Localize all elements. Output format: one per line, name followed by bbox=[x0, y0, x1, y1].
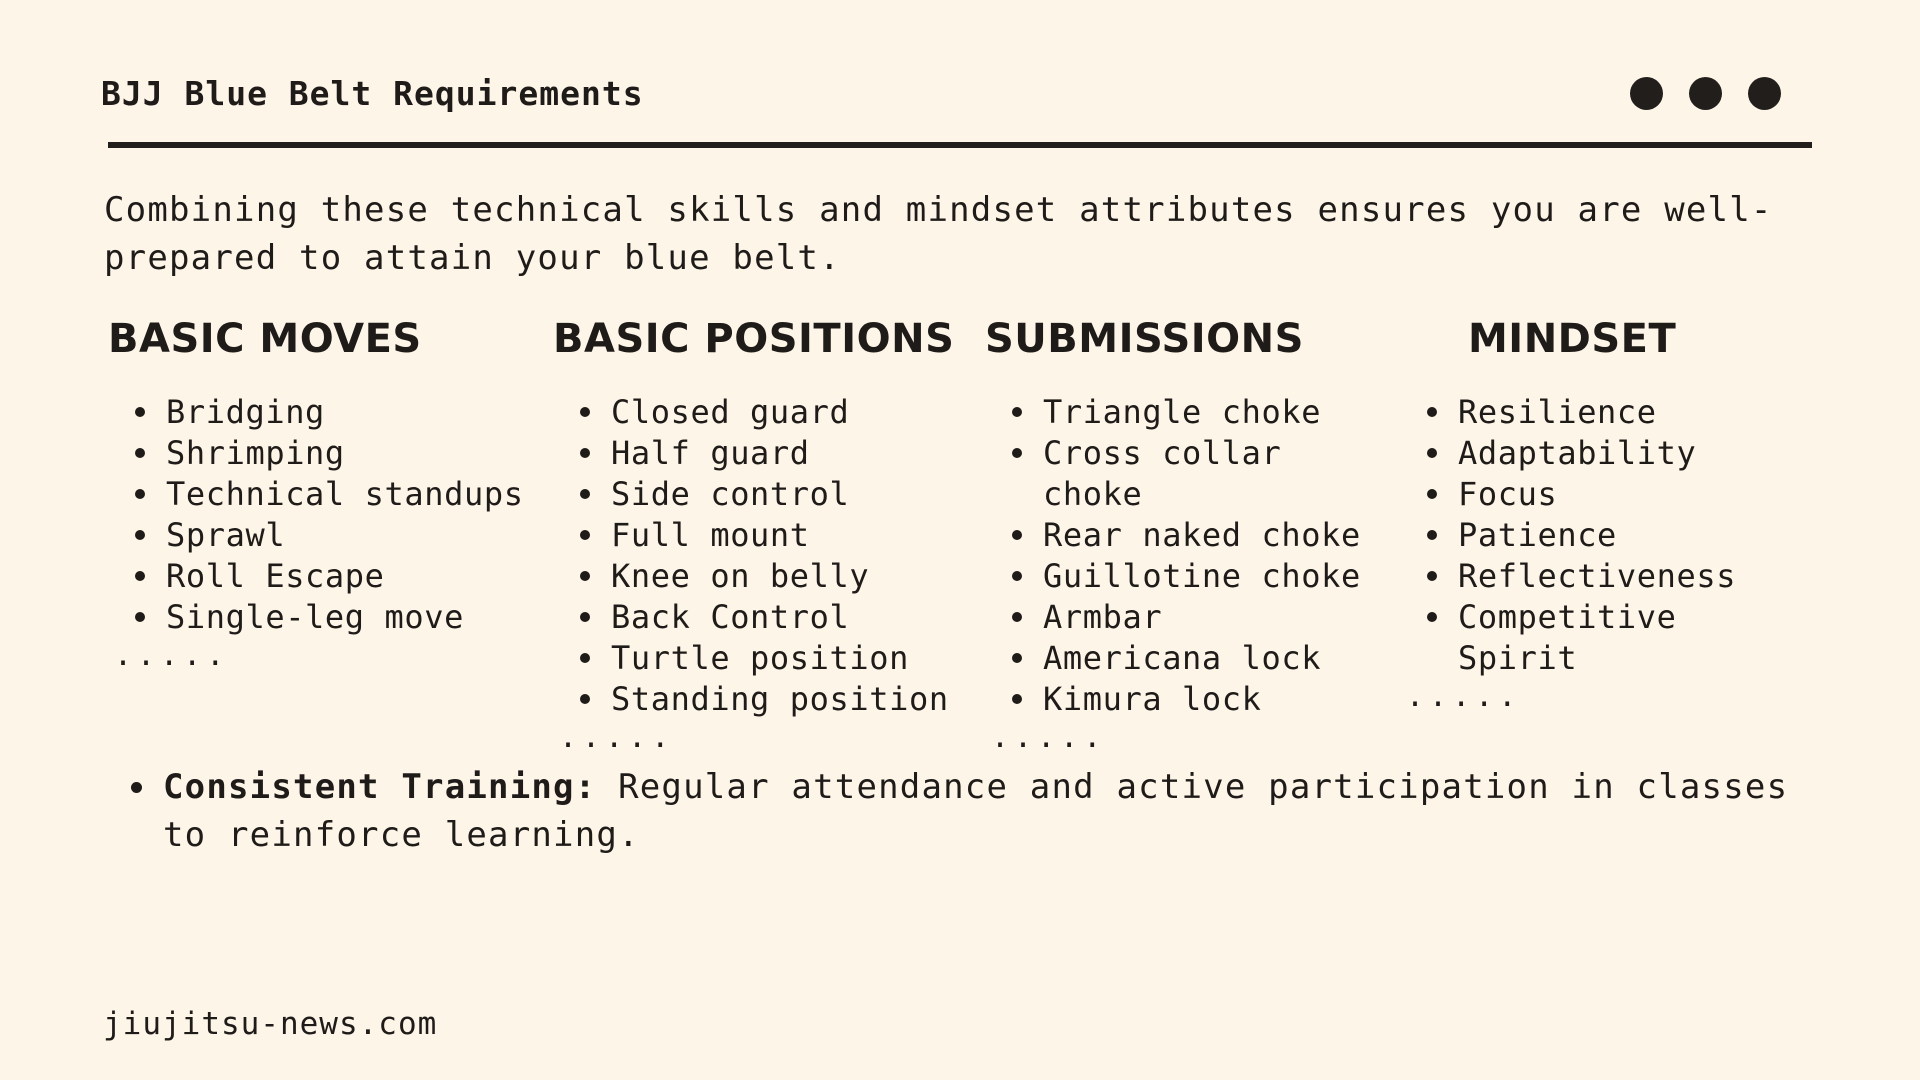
list-item: Turtle position bbox=[553, 638, 973, 679]
window-dots bbox=[1630, 77, 1781, 110]
list-item: Half guard bbox=[553, 433, 973, 474]
training-text: Regular attendance and active participation in classes to reinforce learning. bbox=[163, 767, 1789, 855]
item-list bbox=[553, 392, 973, 720]
list-item: Closed guard bbox=[553, 392, 973, 433]
column-heading: SUBMISSIONS bbox=[985, 316, 1304, 362]
intro-paragraph: Combining these technical skills and mindset attributes ensures you are well-prepared to attain your blue belt. bbox=[104, 190, 1773, 278]
list-item: Standing position bbox=[553, 679, 973, 720]
list-item: Competitive Spirit bbox=[1400, 597, 1778, 679]
list-item: Back Control bbox=[553, 597, 973, 638]
page-title: BJJ Blue Belt Requirements bbox=[101, 74, 644, 113]
dot-icon bbox=[1630, 77, 1663, 110]
list-item: Focus bbox=[1400, 474, 1778, 515]
column-heading: MINDSET bbox=[1468, 316, 1677, 362]
list-item: Full mount bbox=[553, 515, 973, 556]
more-ellipsis: ..... bbox=[991, 720, 1107, 755]
list-item: Reflectiveness bbox=[1400, 556, 1778, 597]
more-ellipsis: ..... bbox=[559, 720, 675, 755]
list-item: Technical standups bbox=[108, 474, 548, 515]
list-item: Triangle choke bbox=[985, 392, 1373, 433]
list-item: Roll Escape bbox=[108, 556, 548, 597]
list-item: Sprawl bbox=[108, 515, 548, 556]
dot-icon bbox=[1689, 77, 1722, 110]
list-item: Kimura lock bbox=[985, 679, 1373, 720]
training-list bbox=[104, 763, 1804, 859]
column-basic-moves bbox=[108, 316, 548, 674]
dot-icon bbox=[1748, 77, 1781, 110]
footer-site: jiujitsu-news.com bbox=[103, 1006, 438, 1042]
list-item: Rear naked choke bbox=[985, 515, 1373, 556]
training-label: Consistent Training: bbox=[163, 767, 597, 807]
header-divider bbox=[108, 142, 1812, 148]
list-item: Guillotine choke bbox=[985, 556, 1373, 597]
list-item: Side control bbox=[553, 474, 973, 515]
list-item: Knee on belly bbox=[553, 556, 973, 597]
more-ellipsis: ..... bbox=[114, 638, 230, 673]
more-ellipsis: ..... bbox=[1406, 679, 1522, 714]
training-item bbox=[104, 763, 1804, 859]
item-list bbox=[1400, 392, 1820, 679]
list-item: Americana lock bbox=[985, 638, 1373, 679]
list-item: Bridging bbox=[108, 392, 548, 433]
column-submissions bbox=[985, 316, 1385, 756]
column-mindset bbox=[1400, 316, 1820, 715]
list-item: Single-leg move bbox=[108, 597, 548, 638]
list-item: Resilience bbox=[1400, 392, 1778, 433]
item-list bbox=[108, 392, 548, 638]
list-item: Shrimping bbox=[108, 433, 548, 474]
list-item: Cross collar choke bbox=[985, 433, 1373, 515]
column-heading: BASIC POSITIONS bbox=[553, 316, 955, 362]
list-item: Adaptability bbox=[1400, 433, 1778, 474]
list-item: Armbar bbox=[985, 597, 1373, 638]
column-basic-positions bbox=[553, 316, 973, 756]
column-heading: BASIC MOVES bbox=[108, 316, 422, 362]
list-item: Patience bbox=[1400, 515, 1778, 556]
item-list bbox=[985, 392, 1385, 720]
